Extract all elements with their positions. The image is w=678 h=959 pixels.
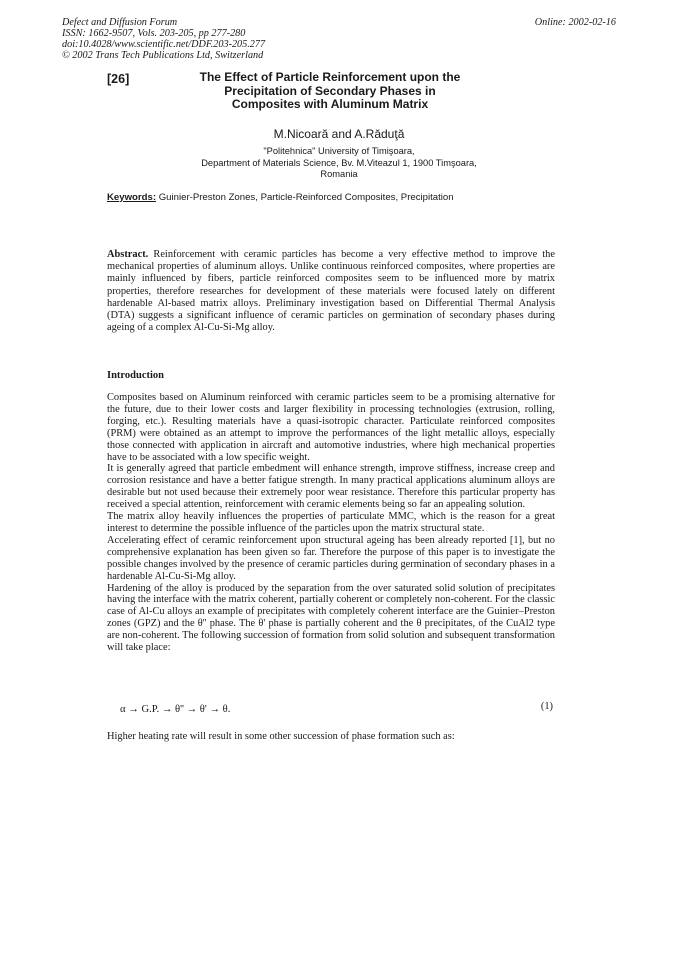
paper-title bbox=[160, 71, 500, 112]
affiliation-line: Romania bbox=[320, 169, 358, 179]
introduction-heading: Introduction bbox=[107, 370, 164, 381]
paragraph: The matrix alloy heavily influences the properties of particulate MMC, which is the reason for a great interest to determine the possible influence of the particles upon the matrix structural state. bbox=[107, 511, 555, 534]
equation: α → G.P. → θ'' → θ' → θ. bbox=[120, 704, 231, 715]
title-line: The Effect of Particle Reinforcement upon the bbox=[199, 70, 461, 84]
copyright-line: © 2002 Trans Tech Publications Ltd, Switzerland bbox=[62, 50, 264, 61]
issn-line: ISSN: 1662-9507, Vols. 203-205, pp 277-280 bbox=[62, 28, 246, 39]
journal-header bbox=[62, 17, 462, 61]
abstract-text: Reinforcement with ceramic particles has become a very effective method to improve the mechanical properties of aluminum alloys. Unlike continuous reinforced composites, where properties are mainly influenced by fibers, particle reinforced composites seem to be influenced more by matrix properties, therefore researches for development of these materials were focused lately on different hardenable Al-based matrix alloys. Preliminary investigation based on Differential Thermal Analysis (DTA) suggests a significant influence of ceramic particles on germination of secondary phases during ageing of a complex Al-Cu-Si-Mg alloy. bbox=[107, 249, 555, 334]
title-line: Precipitation of Secondary Phases in bbox=[224, 83, 436, 98]
paragraph: Composites based on Aluminum reinforced with ceramic particles seem to be a promising alternative for the future, due to their lower costs and larger flexibility in processing technologies (extrusion, rolling, forging, etc.). Resulting materials have a quasi-isotropic character. Particulate reinforced composites (PRM) were obtained as an attempt to improve the performances of the light metallic alloys, especially those connected with application in aircraft and automotive industries, where high mechanical properties have to be associated with a low specific weight. bbox=[107, 392, 555, 463]
affiliation-line: Department of Materials Science, Bv. M.Viteazul 1, 1900 Timşoara, bbox=[201, 157, 477, 168]
affiliation bbox=[0, 146, 678, 181]
paragraph: Hardening of the alloy is produced by the separation from the over saturated solid solution of precipitates having the interface with the matrix coherent, partially coherent or completely non-coherent. For the classic case of Al-Cu alloys an example of precipitates with completely coherent interface are the Guinier–Preston zones (GPZ) and the θ'' phase. The θ' phase is partially coherent and the θ precipitates, of the CuAl2 type are non-coherent. The following succession of formation from solid solution and subsequent transformation will take place: bbox=[107, 582, 555, 654]
title-line: Composites with Aluminum Matrix bbox=[231, 97, 429, 111]
journal-name: Defect and Diffusion Forum bbox=[62, 17, 178, 28]
online-date: Online: 2002-02-16 bbox=[534, 17, 616, 28]
abstract bbox=[107, 249, 555, 334]
affiliation-line: "Politehnica" University of Timişoara, bbox=[263, 146, 415, 156]
paragraph: Accelerating effect of ceramic reinforcement upon structural ageing has been already reported [1], but no comprehensive explanation has been given so far. Therefore the purpose of this paper is to investigate the possible changes involved by the presence of ceramic particles during germination of secondary phases in a hardenable Al-Cu-Si-Mg alloy. bbox=[107, 534, 555, 582]
authors: M.Nicoară and A.Răduţă bbox=[273, 127, 405, 141]
keywords bbox=[107, 192, 454, 203]
introduction-body bbox=[107, 392, 555, 654]
abstract-label: Abstract. bbox=[107, 249, 149, 260]
paragraph: It is generally agreed that particle embedment will enhance strength, improve stiffness, increase creep and corrosion resistance and have a better fatigue strength. In many practical applications aluminum alloys are desirable but not used because their extremely poor wear resistance. Therefore this particular property has received a special attention, reinforcement with ceramic elements being so far an appealing solution. bbox=[107, 463, 555, 511]
equation-number: (1) bbox=[540, 701, 553, 712]
doi-line[interactable]: doi:10.4028/www.scientific.net/DDF.203-205.277 bbox=[62, 39, 266, 50]
paper-number: [26] bbox=[107, 72, 130, 86]
keywords-label: Keywords: bbox=[107, 192, 157, 203]
closing-sentence: Higher heating rate will result in some other succession of phase formation such as: bbox=[107, 731, 455, 742]
keywords-text: Guinier-Preston Zones, Particle-Reinforced Composites, Precipitation bbox=[158, 192, 454, 203]
